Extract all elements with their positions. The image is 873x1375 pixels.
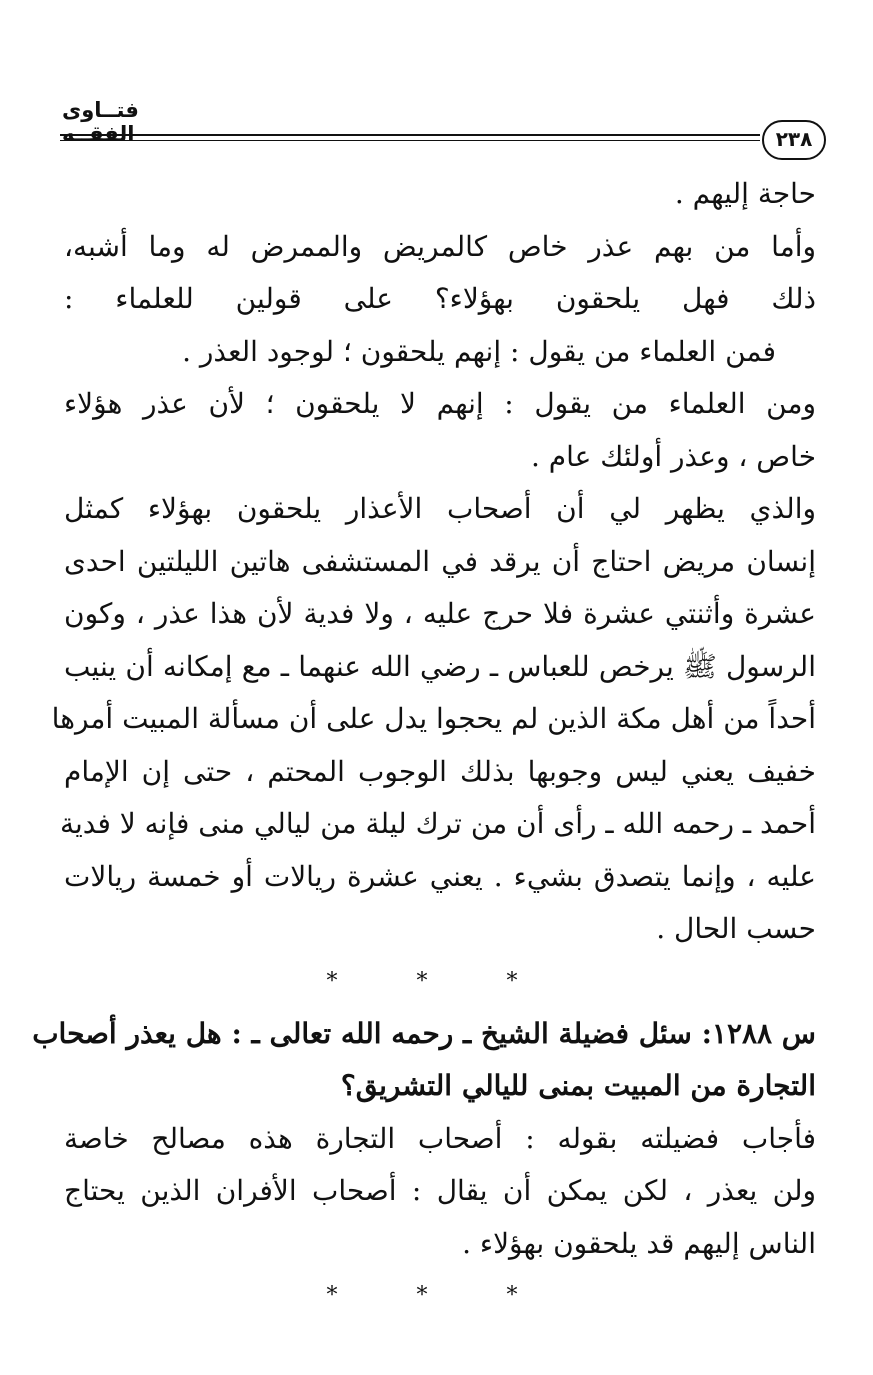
answer-line: ولن يعذر ، لكن يمكن أن يقال : أصحاب الأفران الذين يحتاج: [64, 1174, 816, 1207]
text-line: حسب الحال .: [656, 912, 816, 945]
text-line: خاص ، وعذر أولئك عام .: [530, 439, 816, 473]
text-line: حاجة إليهم .: [674, 177, 816, 210]
question-line: التجارة من المبيت بمنى لليالي التشريق؟: [340, 1069, 816, 1102]
text-line: أحمد ـ رحمه الله ـ رأى أن من ترك ليلة من ليالي منى فإنه لا فدية: [59, 807, 816, 840]
answer-line: فأجاب فضيلته بقوله : أصحاب التجارة هذه مصالح خاصة: [64, 1121, 816, 1155]
text-line: فمن العلماء من يقول : إنهم يلحقون ؛ لوجود العذر .: [182, 334, 776, 368]
text-line: أحداً من أهل مكة الذين لم يحجوا يدل على أن مسألة المبيت أمرها: [51, 702, 816, 735]
text-line: عشرة وأثنتي عشرة فلا حرج عليه ، ولا فدية لأن هذا عذر ، وكون: [64, 597, 816, 630]
text-line: وأما من بهم عذر خاص كالمريض والممرض له وما أشبه،: [64, 229, 816, 263]
text-line: والذي يظهر لي أن أصحاب الأعذار يلحقون بهؤلاء كمثل: [64, 492, 816, 525]
section-separator: * * *: [326, 968, 554, 994]
answer-line: الناس إليهم قد يلحقون بهؤلاء .: [462, 1226, 816, 1260]
text-line: ومن العلماء من يقول : إنهم لا يلحقون ؛ لأن عذر هؤلاء: [64, 387, 816, 420]
header-rule-thin: [60, 140, 760, 141]
question-line: س ١٢٨٨: سئل فضيلة الشيخ ـ رحمه الله تعالى ـ : هل يعذر أصحاب: [32, 1016, 816, 1050]
text-line: إنسان مريض احتاج أن يرقد في المستشفى هاتين الليلتين احدى: [64, 544, 816, 578]
text-line: الرسول ﷺ يرخص للعباس ـ رضي الله عنهما ـ مع إمكانه أن ينيب: [64, 649, 816, 683]
page-body: [32, 168, 816, 1322]
section-separator: * * *: [326, 1283, 554, 1308]
text-line: ذلك فهل يلحقون بهؤلاء؟ على قولين للعلماء :: [64, 282, 816, 315]
text-line: خفيف يعني ليس وجوبها بذلك الوجوب المحتم ، حتى إن الإمام: [64, 754, 816, 788]
running-header-title: فتــاوى الفقــه: [62, 98, 139, 146]
page-number-badge: ٢٣٨: [762, 120, 826, 160]
text-line: عليه ، وإنما يتصدق بشيء . يعني عشرة ريالات أو خمسة ريالات: [64, 859, 816, 893]
header-rule: [60, 134, 760, 136]
